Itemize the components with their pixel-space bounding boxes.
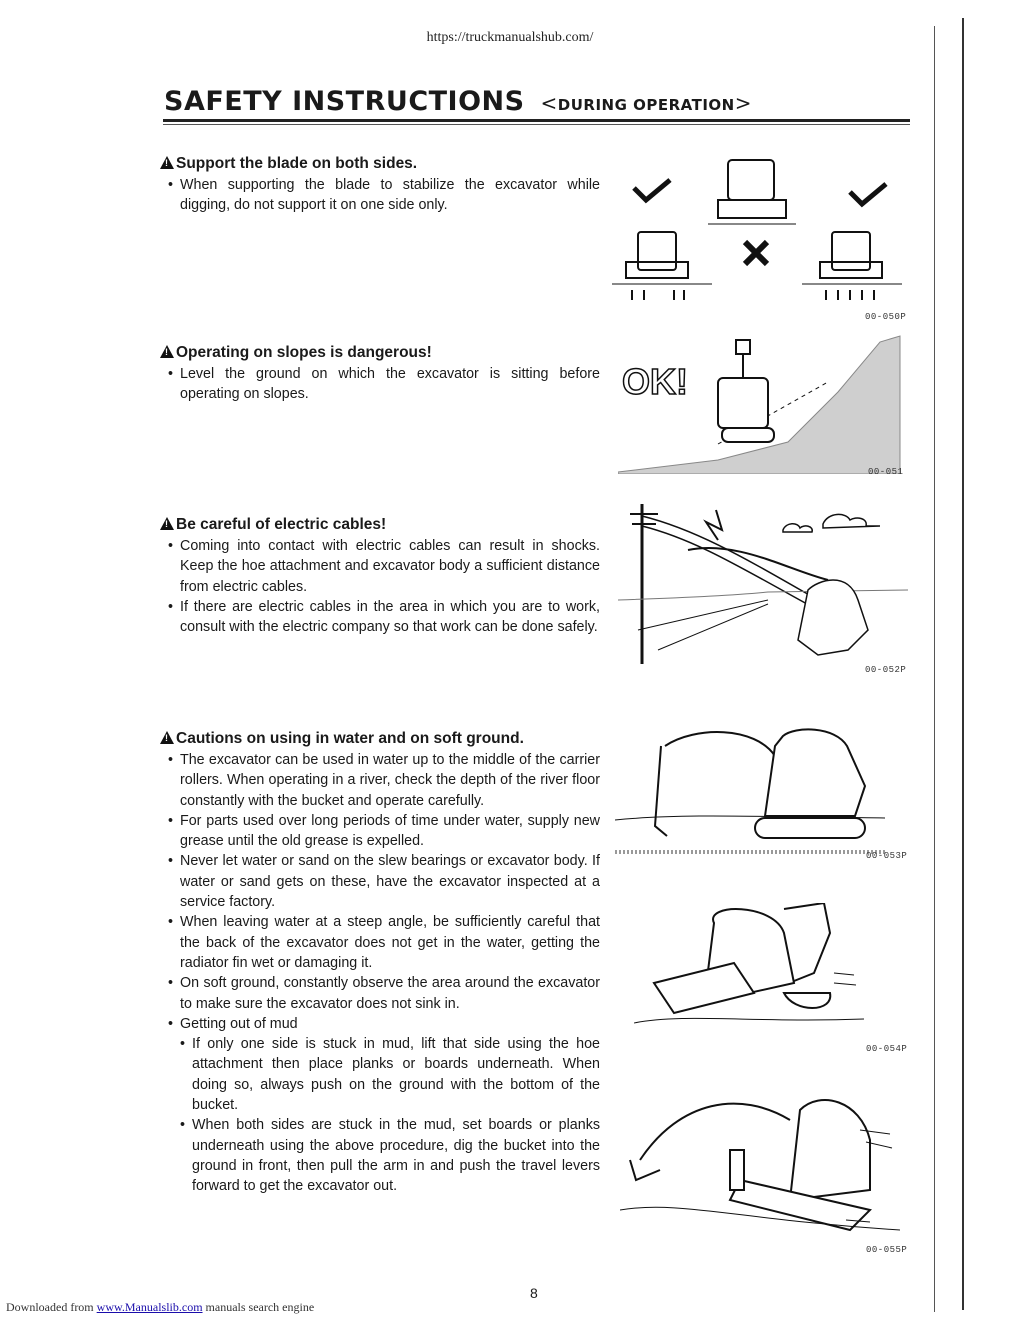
list-item: • Never let water or sand on the slew bearings or excavator body. If water or sand gets on these, have the excavator inspected at a service factory. <box>160 851 600 912</box>
list-item: • Level the ground on which the excavator is sitting before operating on slopes. <box>160 364 600 405</box>
blade-support-figure <box>612 150 912 310</box>
figure-code: 00-055P <box>866 1245 908 1255</box>
list-item: • If only one side is stuck in mud, lift that side using the hoe attachment then place planks or boards underneath. When doing so, always push on the ground with the bottom of the bucket. <box>176 1034 600 1115</box>
water-figure <box>615 706 885 856</box>
cloud-icon <box>783 514 880 532</box>
title-rule <box>163 119 910 122</box>
excavator-illustration <box>688 548 868 655</box>
figure-code: 00-054P <box>866 1044 908 1054</box>
list-item: • If there are electric cables in the area in which you are to work, consult with the electric company so that work can be done safely. <box>160 597 600 638</box>
list-item: • When both sides are stuck in the mud, set boards or planks underneath using the above procedure, dig the bucket into the ground in front, then pull the arm in and push the travel levers forward to get the excavator out. <box>176 1115 600 1196</box>
margin-line-heavy <box>962 18 964 1310</box>
title-subtitle-text: DURING OPERATION <box>557 96 735 114</box>
list-item: • When supporting the blade to stabilize the excavator while digging, do not support it on one side only. <box>160 175 600 216</box>
heading-text: Cautions on using in water and on soft ground. <box>176 730 524 747</box>
mud-exit-figure <box>620 1070 900 1250</box>
section-heading <box>160 155 600 173</box>
warning-icon <box>160 156 174 169</box>
figure-code: 00-052P <box>865 665 907 675</box>
manualslib-link[interactable]: www.Manualslib.com <box>96 1300 203 1314</box>
excavator-left-illustration <box>612 232 712 300</box>
excavator-illustration <box>630 1100 870 1230</box>
figure-code: 00-053P <box>866 851 908 861</box>
section-water-soft-ground <box>160 730 600 1197</box>
slope-figure <box>618 332 903 474</box>
section-slopes <box>160 344 600 405</box>
bullet-list <box>160 536 600 637</box>
section-heading <box>160 516 600 534</box>
excavator-top-illustration <box>708 160 796 224</box>
power-cable <box>642 516 818 610</box>
list-item: • On soft ground, constantly observe the area around the excavator to make sure the excavator does not sink in. <box>160 973 600 1014</box>
figure-code: 00-050P <box>865 312 907 322</box>
sub-bullet-list <box>176 1034 600 1196</box>
heading-text: Operating on slopes is dangerous! <box>176 344 432 361</box>
soft-ground-figure <box>634 903 864 1033</box>
utility-pole-illustration <box>630 504 658 664</box>
check-mark-icon <box>634 180 670 200</box>
electric-cables-figure <box>618 500 908 668</box>
bullet-list <box>160 364 600 405</box>
heading-text: Support the blade on both sides. <box>176 155 418 172</box>
page-title <box>164 86 752 117</box>
excavator-right-illustration <box>802 232 902 300</box>
title-rule-thin <box>163 124 910 125</box>
footer <box>6 1300 314 1315</box>
cross-mark-icon <box>745 242 767 264</box>
header-url: https://truckmanualshub.com/ <box>426 30 594 45</box>
margin-line <box>934 26 935 1312</box>
mud-ground <box>634 1018 864 1023</box>
warning-icon <box>160 345 174 358</box>
footer-suffix: manuals search engine <box>202 1300 315 1314</box>
bullet-list <box>160 750 600 1034</box>
list-item: • For parts used over long periods of time under water, supply new grease until the old grease is expelled. <box>160 811 600 852</box>
warning-icon <box>160 517 174 530</box>
figure-code: 00-051 <box>868 467 904 477</box>
footer-prefix: Downloaded from <box>6 1300 97 1314</box>
spark-icon <box>706 510 722 540</box>
title-bracket-close: > <box>734 91 752 115</box>
section-electric-cables <box>160 516 600 637</box>
page-number: 8 <box>530 1285 538 1301</box>
excavator-illustration <box>718 340 774 442</box>
title-subtitle <box>540 91 753 115</box>
list-item: • Getting out of mud <box>160 1014 600 1034</box>
heading-text: Be careful of electric cables! <box>176 516 387 533</box>
ok-label: OK! <box>622 361 688 402</box>
warning-icon <box>160 731 174 744</box>
check-mark-icon <box>850 184 886 204</box>
excavator-illustration <box>655 729 865 838</box>
section-heading <box>160 344 600 362</box>
list-item: • When leaving water at a steep angle, be sufficiently careful that the back of the excavator does not get in the water, getting the radiator fin wet or damaging it. <box>160 912 600 973</box>
section-heading <box>160 730 600 748</box>
section-blade-support <box>160 155 600 216</box>
title-main: SAFETY INSTRUCTIONS <box>164 86 525 117</box>
bullet-list <box>160 175 600 216</box>
excavator-illustration <box>654 903 830 1013</box>
list-item: • Coming into contact with electric cables can result in shocks. Keep the hoe attachment and excavator body a sufficient distance from electric cables. <box>160 536 600 597</box>
list-item: • The excavator can be used in water up to the middle of the carrier rollers. When operating in a river, check the depth of the river floor constantly with the bucket and operate carefully. <box>160 750 600 811</box>
title-bracket-open: < <box>540 91 558 115</box>
